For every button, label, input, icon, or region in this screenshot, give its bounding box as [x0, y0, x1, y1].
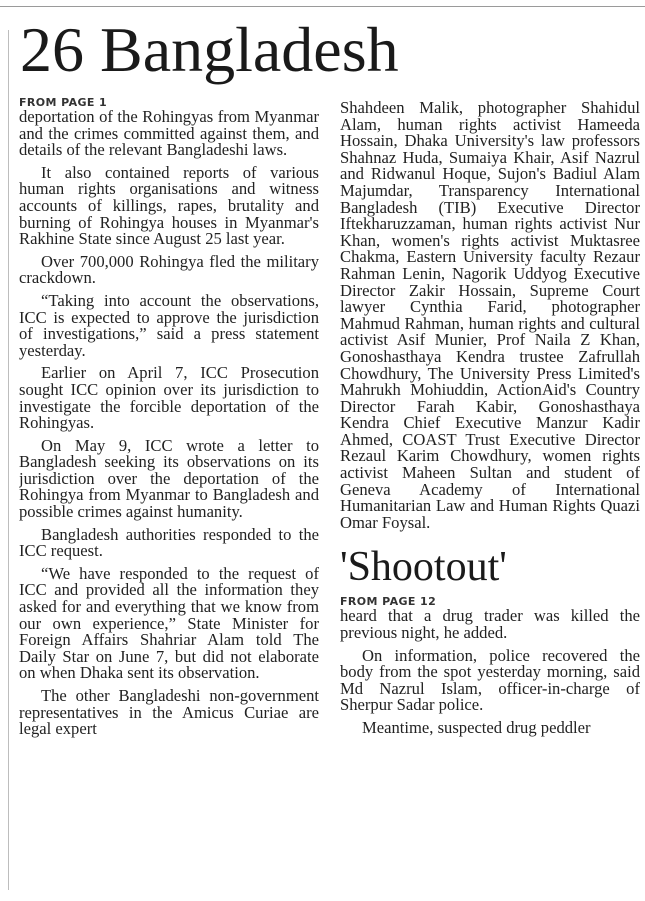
article-paragraph: “Taking into account the observations, ICC is expected to approve the jurisdiction of investigations,” said a press statement yesterday.	[19, 290, 319, 360]
jump-kicker: FROM PAGE 1	[19, 96, 108, 109]
page-headline: 26 Bangladesh	[20, 14, 399, 85]
article-paragraph: On information, police recovered the body from the spot yesterday morning, said Md Nazrul Islam, officer-in-charge of Sherpur Sadar police.	[340, 645, 640, 715]
jump-kicker: FROM PAGE 12	[340, 595, 437, 609]
column-left-rule	[8, 30, 9, 890]
article-paragraph: Meantime, suspected drug peddler	[362, 718, 591, 737]
top-rule	[0, 6, 645, 7]
article-paragraph: Earlier on April 7, ICC Prosecution sought ICC opinion over its jurisdiction to investigate the forcible deportation of the Rohingyas.	[19, 363, 319, 433]
article-paragraph: The other Bangladeshi non-government representatives in the Amicus Curiae are legal expert	[19, 686, 319, 739]
left-column	[19, 96, 319, 901]
article-paragraph: “We have responded to the request of ICC and provided all the information they asked for and everything that we know from our own experience,” State Minister for Foreign Affairs Shahriar Alam told The Daily Star on June 7, but did not elaborate on when Dhaka sent its observation.	[19, 563, 319, 683]
article-paragraph: It also contained reports of various human rights organisations and witness accounts of killings, rapes, brutality and burning of Rohingya houses in Myanmar's Rakhine State since August 25 last year.	[19, 162, 319, 249]
article-paragraph: heard that a drug trader was killed the previous night, he added.	[340, 606, 640, 643]
article-paragraph: deportation of the Rohingyas from Myanmar and the crimes committed against them, and details of the relevant Bangladeshi laws.	[19, 107, 319, 160]
article-paragraph: Over 700,000 Rohingya fled the military crackdown.	[19, 251, 319, 288]
article-paragraph: Bangladesh authorities responded to the ICC request.	[19, 524, 319, 561]
shootout-headline: 'Shootout'	[340, 544, 507, 591]
right-column	[340, 96, 640, 901]
article-paragraph: On May 9, ICC wrote a letter to Bangladesh seeking its observations on its jurisdiction over the deportation of the Rohingya from Myanmar to Bangladesh and possible crimes against humanity.	[19, 435, 319, 522]
article-paragraph: Shahdeen Malik, photographer Shahidul Alam, human rights activist Hameeda Hossain, Dhaka University's law professors Shahnaz Huda, Sumaiya Khair, Asif Nazrul and Ridwanul Hoque, Sujon's Badiul Alam Majumdar, Transparency International Bangladesh (TIB) Executive Director Iftekharuzzaman, human rights activist Nur Khan, women's rights activist Muktasree Chakma, Eastern University faculty Rezaur Rahman Lenin, Nagorik Uddyog Executive Director Zakir Hossain, Supreme Court lawyer Cynthia Farid, photographer Mahmud Rahman, human rights and cultural activist Asif Munier, Prof Naila Z Khan, Gonoshasthaya Kendra trustee Zafrullah Chowdhury, The University Press Limited's Mahrukh Mohiuddin, ActionAid's Country Director Farah Kabir, Gonoshasthaya Kendra Chief Executive Manzur Kadir Ahmed, COAST Trust Executive Director Rezaul Karim Chowdhury, women rights activist Maheen Sultan and student of Geneva Academy of International Humanitarian Law and Human Rights Quazi Omar Foysal.	[340, 98, 640, 532]
